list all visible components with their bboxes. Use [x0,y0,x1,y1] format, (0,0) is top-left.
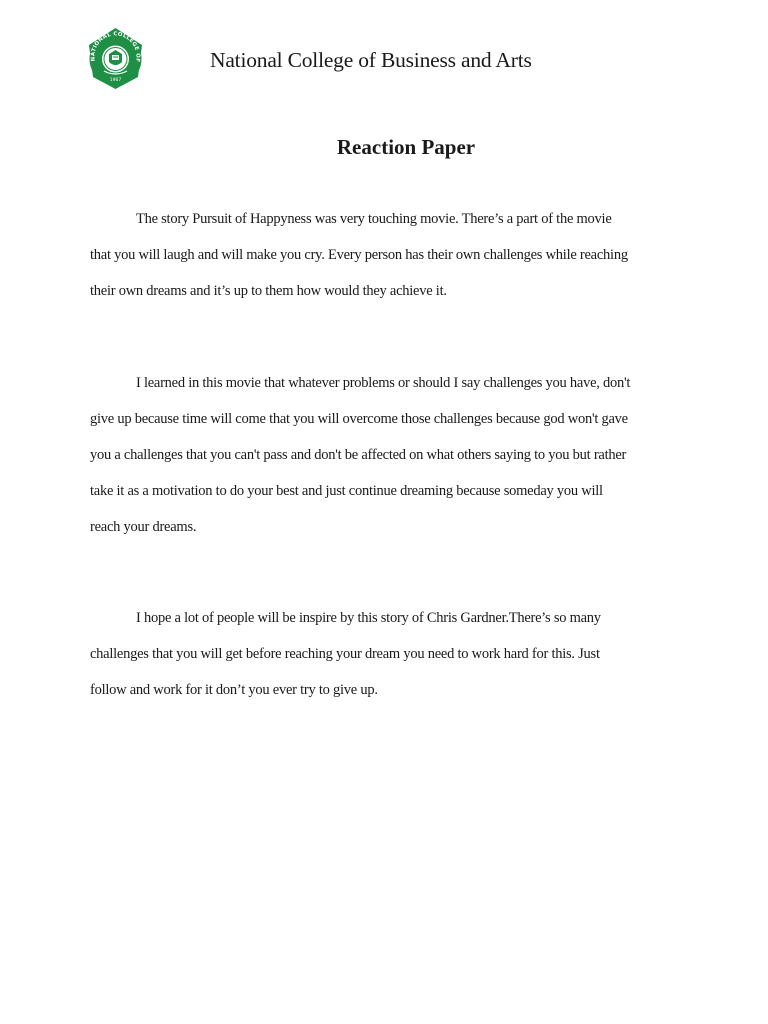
seal-ring-text: NATIONAL COLLEGE OF [90,31,141,63]
text-line: their own dreams and it’s up to them how would they achieve it. [90,283,447,299]
text-line: give up because time will come that you will overcome those challenges because god won't gave [90,411,628,427]
paragraph [90,201,628,309]
seal-year: 1967 [109,78,122,83]
college-seal-logo [82,25,149,92]
text-line: challenges that you will get before reaching your dream you need to work hard for this. Just [90,646,600,662]
text-line: I hope a lot of people will be inspire by this story of Chris Gardner.There’s so many [136,610,601,626]
document-title: Reaction Paper [336,135,476,159]
school-name-header: National College of Business and Arts [210,48,532,72]
text-line: reach your dreams. [90,519,197,535]
text-line: that you will laugh and will make you cry. Every person has their own challenges while reaching [90,247,628,263]
paragraph [90,365,630,545]
text-line: take it as a motivation to do your best and just continue dreaming because someday you will [90,483,603,499]
text-line: I learned in this movie that whatever problems or should I say challenges you have, don't [136,375,631,391]
ncba-seal-icon [82,25,149,92]
text-line: The story Pursuit of Happyness was very touching movie. There’s a part of the movie [136,211,612,227]
paragraph [90,600,601,708]
text-line: follow and work for it don’t you ever try to give up. [90,682,378,698]
text-line: you a challenges that you can't pass and don't be affected on what others saying to you but rather [90,447,627,463]
